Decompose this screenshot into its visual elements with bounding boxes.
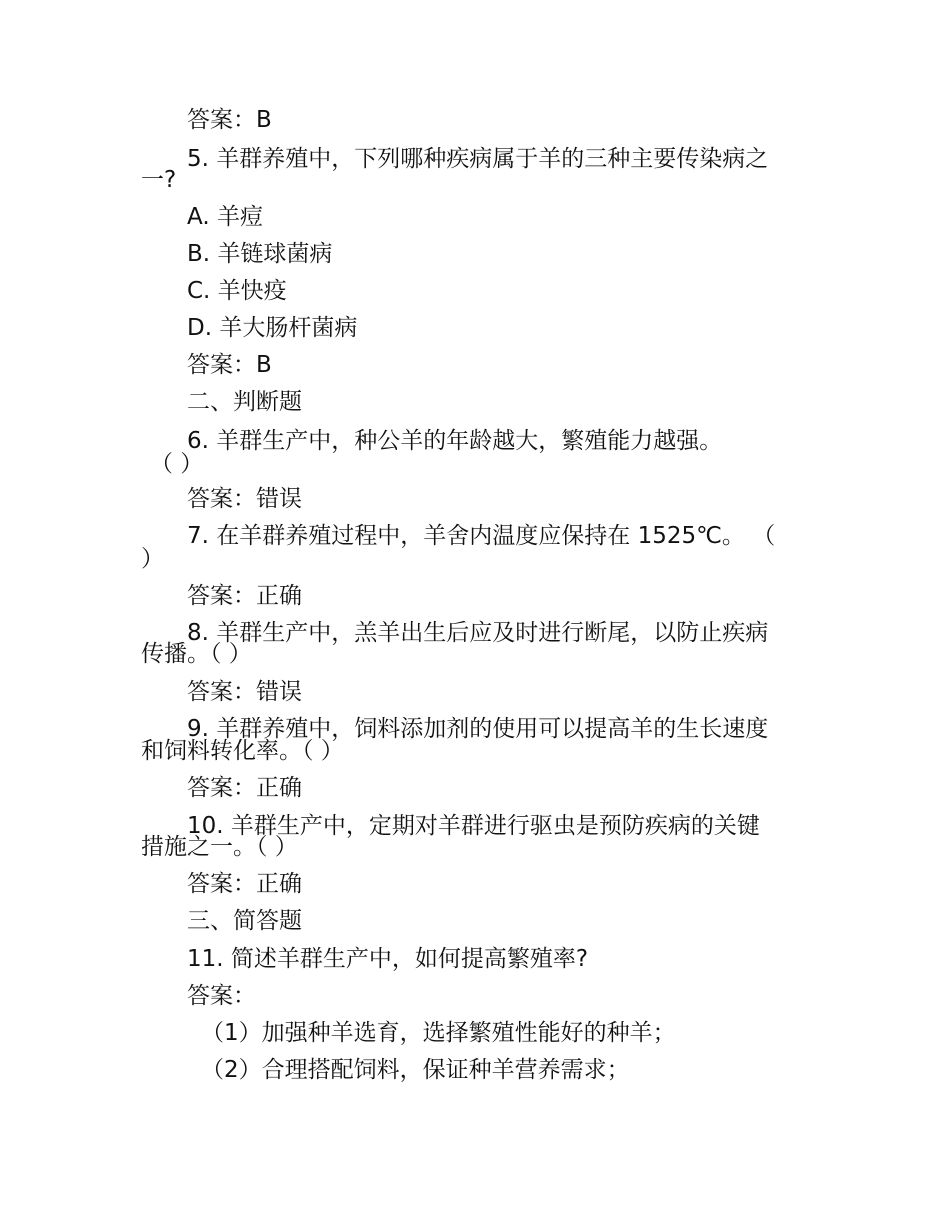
question-8-line-1: 8. 羊群生产中，羔羊出生后应及时进行断尾，以防止疾病: [187, 620, 769, 646]
option-d: D. 羊大肠杆菌病: [187, 315, 358, 341]
answer-line: 答案：B: [187, 107, 272, 133]
answer-line: 答案：B: [187, 352, 272, 378]
option-b: B. 羊链球菌病: [187, 241, 333, 267]
question-7-line-1: 7. 在羊群养殖过程中，羊舍内温度应保持在 1525℃。 （: [187, 523, 776, 549]
question-5-line-2: 一?: [141, 167, 177, 193]
question-9-line-2: 和饲料转化率。（ ）: [141, 738, 344, 764]
question-6-line-2: （ ）: [150, 451, 204, 477]
answer-line: 答案：正确: [187, 871, 302, 897]
answer-line: 答案：错误: [187, 486, 302, 512]
section-title: 二、判断题: [187, 389, 302, 415]
question-7-line-2: ）: [141, 546, 164, 572]
question-10-line-1: 10. 羊群生产中，定期对羊群进行驱虫是预防疾病的关键: [187, 813, 760, 839]
option-a: A. 羊痘: [187, 204, 263, 230]
option-c: C. 羊快疫: [187, 278, 287, 304]
answer-line: 答案：错误: [187, 679, 302, 705]
answer-label: 答案：: [187, 983, 256, 1009]
answer-point-1: （1）加强种羊选育，选择繁殖性能好的种羊；: [201, 1020, 676, 1046]
question-10-line-2: 措施之一。（ ）: [141, 834, 298, 860]
question-11: 11. 简述羊群生产中，如何提高繁殖率?: [187, 946, 589, 972]
answer-point-2: （2）合理搭配饲料，保证种羊营养需求；: [201, 1057, 630, 1083]
question-5-line-1: 5. 羊群养殖中，下列哪种疾病属于羊的三种主要传染病之: [187, 146, 769, 172]
question-9-line-1: 9. 羊群养殖中，饲料添加剂的使用可以提高羊的生长速度: [187, 716, 769, 742]
question-8-line-2: 传播。（ ）: [141, 641, 252, 667]
section-title: 三、简答题: [187, 908, 302, 934]
answer-line: 答案：正确: [187, 583, 302, 609]
question-6-line-1: 6. 羊群生产中，种公羊的年龄越大，繁殖能力越强。: [187, 428, 723, 454]
answer-line: 答案：正确: [187, 775, 302, 801]
